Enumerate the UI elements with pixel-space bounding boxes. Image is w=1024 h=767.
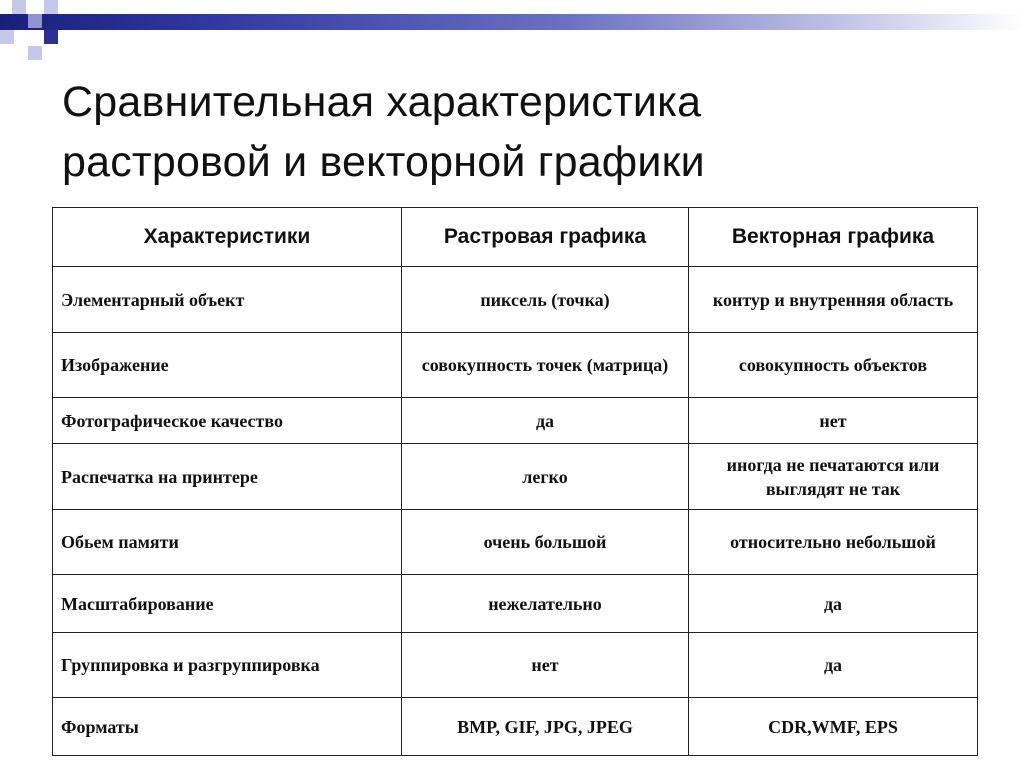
table-cell: Фотографическое качество [53, 398, 402, 444]
table-cell: пиксель (точка) [402, 267, 689, 333]
table-cell: контур и внутренняя область [689, 267, 978, 333]
table-row [53, 444, 978, 510]
table-cell: легко [402, 444, 689, 510]
table-cell: Распечатка на принтере [53, 444, 402, 510]
table-cell: совокупность точек (матрица) [402, 333, 689, 398]
table-cell: очень большой [402, 510, 689, 575]
title-line-2: растровой и векторной графики [62, 138, 705, 186]
header-cell: Растровая графика [402, 208, 689, 267]
decor-square [28, 46, 42, 60]
title-line-1: Сравнительная характеристика [62, 78, 702, 126]
table-cell: Группировка и разгруппировка [53, 633, 402, 698]
top-decoration-bar [0, 14, 1024, 30]
table-cell: совокупность объектов [689, 333, 978, 398]
slide-title [62, 72, 962, 192]
table-row [53, 510, 978, 575]
table-row [53, 575, 978, 633]
table-row [53, 633, 978, 698]
header-cell: Векторная графика [689, 208, 978, 267]
decor-square [0, 30, 14, 44]
table-cell: Изображение [53, 333, 402, 398]
table-row [53, 398, 978, 444]
table-cell: Обьем памяти [53, 510, 402, 575]
comparison-table [52, 207, 978, 756]
table-cell: иногда не печатаются или выглядят не так [689, 444, 978, 510]
decor-square [44, 30, 58, 44]
table-cell: нет [402, 633, 689, 698]
table-cell: Форматы [53, 698, 402, 756]
table-cell: нежелательно [402, 575, 689, 633]
table-row [53, 333, 978, 398]
decor-square [12, 0, 26, 14]
table-cell: CDR,WMF, EPS [689, 698, 978, 756]
table-cell: нет [689, 398, 978, 444]
table-cell: да [402, 398, 689, 444]
table-row [53, 267, 978, 333]
table-cell: Элементарный объект [53, 267, 402, 333]
table-cell: да [689, 633, 978, 698]
decor-square [28, 14, 42, 28]
header-cell: Характеристики [53, 208, 402, 267]
table-cell: BMP, GIF, JPG, JPEG [402, 698, 689, 756]
table-cell: Масштабирование [53, 575, 402, 633]
table-row [53, 698, 978, 756]
table-cell: относительно небольшой [689, 510, 978, 575]
decor-square [44, 0, 58, 14]
table-cell: да [689, 575, 978, 633]
table-header-row [53, 208, 978, 267]
